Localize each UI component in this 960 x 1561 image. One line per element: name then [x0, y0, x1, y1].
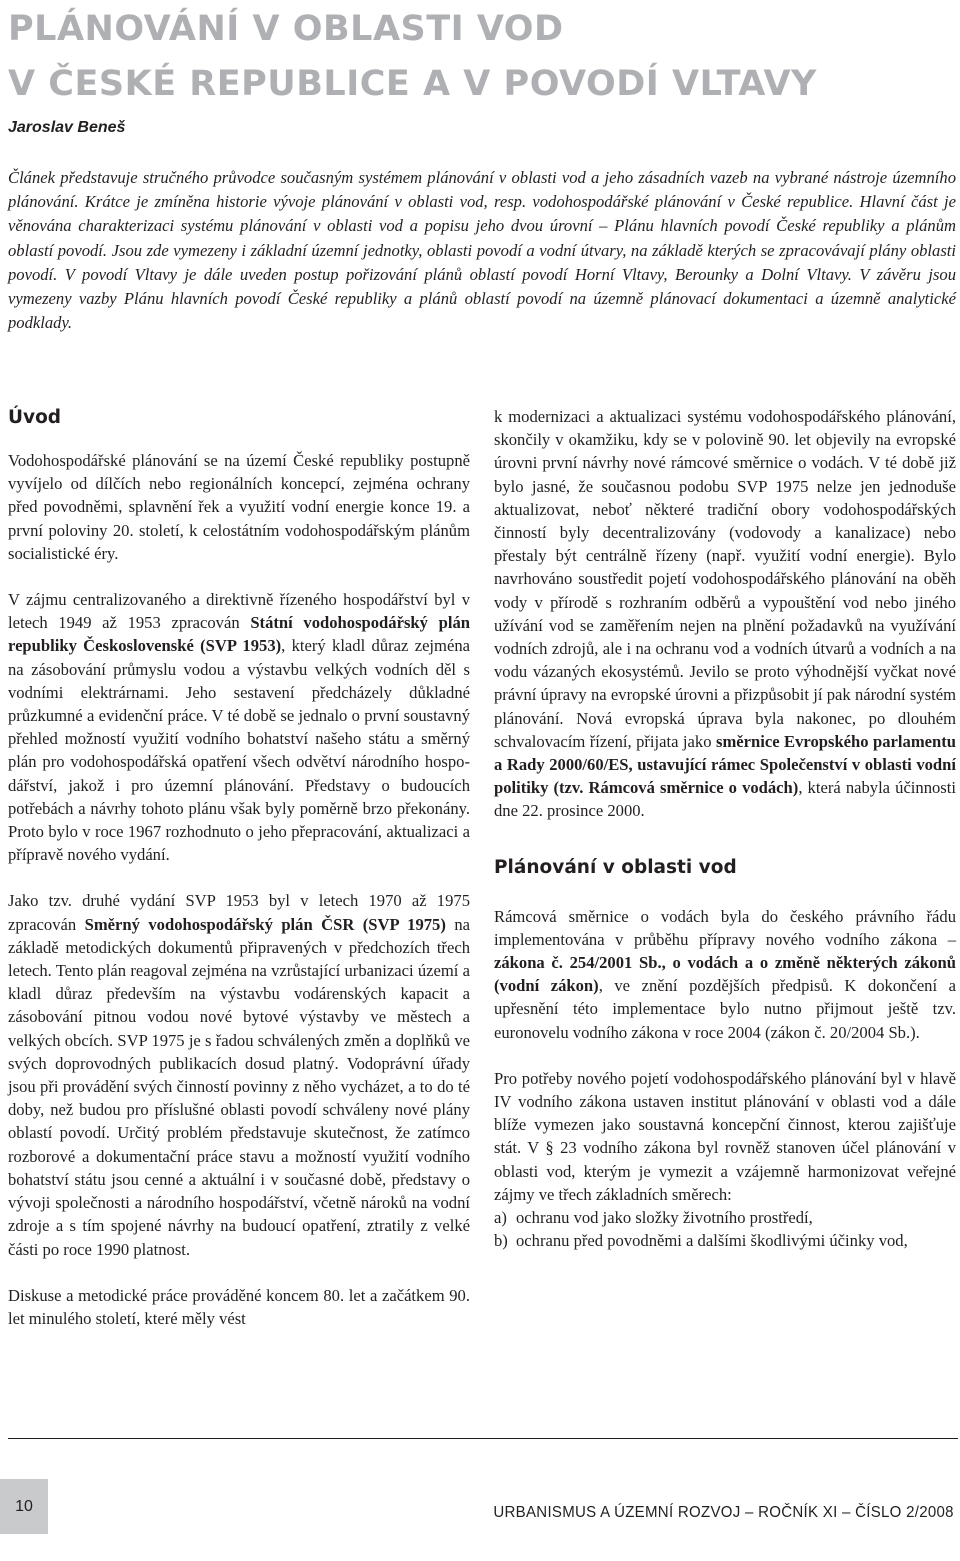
paragraph: k modernizaci a aktualizaci systému vodohospodářského plánování, skončily v okamžiku, kdy se v polovině 90. let objevily na evropské úrovni první návrhy nové rámcové směrnice o vodách. V té době již bylo jasné, že současnou podobu SVP 1975 nelze jen jednoduše aktualizovat, neboť některé tradiční obory vodohospodářských činností byly decentralizovány (vodovody a kanalizace) nebo přestaly být centrálně řízeny (např. využití vodní energie). Bylo navrhováno soustředit pojetí vodohospodářského plánování na oběh vody v přírodě s rozhraním odběrů a vypouštění vod nebo jiného užívání vod se zaměřením nejen na plnění požadavků na využívání vodních zdrojů, ale i na ochranu vod a vodních útvarů a vodních a na vodu vázaných ekosystémů. Jevilo se proto výhodnější vyčkat nové právní úpravy na evropské úrovni a přizpůsobit jí pak národní systém plánování. Nová evropská úprava byla nakonec, po dlouhém schvalovacím řízení, přijata jako směrnice Evropského parlamentu a Rady 2000/60/ES, ustavující rámec Společenství v oblasti vodní politiky (tzv. Rámcová směrnice o vodách), která nabyla účinnosti dne 22. prosince 2000.	[494, 407, 956, 821]
article-title	[8, 2, 958, 112]
right-column	[494, 405, 956, 1253]
bold-term: směrnice Evropského parlamentu a Rady 2000/60/ES, ustavující rámec Společenství v oblasti vodní politiky (tzv. Rámcová směrnice o vodách)	[494, 731, 956, 798]
paragraph: Jako tzv. druhé vydání SVP 1953 byl v letech 1970 až 1975 zpracován Směrný vodohospodářský plán ČSR (SVP 1975) na základě metodických dokumentů připravených v předchozích třech letech. Tento plán reagoval zejména na vzrůstající urbanizaci území a kladl důraz především na výstavbu vodárenských kapacit a zásobování pitnou vodou nové bytové výstavby ve městech a velkých obcích. SVP 1975 je s řadou schválených změn a doplňků ve svých doprovodných publikacích dosud platný. Vodoprávní úřady jsou při provádění svých činností povinny z něho vycházet, a to do té doby, než budou pro příslušné oblasti povodí schváleny nové plány oblastí povodí. Určitý problém představuje skutečnost, že zatímco rozborové a dokumentační práce stavu a možností využití vodního bohatství státu jsou cenné a aktuální i v současné době, představy o vývoji společnosti a národního hospodářství, včetně nároků na vodní zdroje a s tím spojené návrhy na budoucí opatření, ztratily z velké části po roce 1990 platnost.	[8, 891, 470, 1259]
author: Jaroslav Beneš	[8, 119, 126, 136]
section-heading-planovani: Plánování v oblasti vod	[494, 856, 737, 878]
paragraph: V zájmu centralizovaného a direktivně řízeného hospodářství byl v letech 1949 až 1953 zpracován Státní vodohospodářský plán republiky Československé (SVP 1953), který kladl důraz zejména na zásobování průmyslu vodou a výstavbu velkých vodních děl s vodními elektrárnami. Jeho sestavení předcházely důkladné průzkumné a evidenční práce. V té době se jednalo o první soustavný přehled možností využití vodního bohatství našeho státu a směrný plán pro vodohospodářská opatření všech odvětví národního hospodářství, jakož i pro územní plánování. Představy o budoucích potřebách a návrhy tohoto plánu však byly poměrně brzo překonány. Proto bylo v roce 1967 rozhodnuto o jeho přepracování, aktualizaci a přípravě nového vydání.	[8, 590, 470, 865]
list-item: b) ochranu před povodněmi a dalšími škodlivými účinky vod,	[494, 1231, 908, 1251]
journal-footer: URBANISMUS A ÚZEMNÍ ROZVOJ – ROČNÍK XI – ČÍSLO 2/2008	[493, 1504, 954, 1521]
paragraph: Rámcová směrnice o vodách byla do českého právního řádu implementována v průběhu přípravy nového vodního zákona – zákona č. 254/2001 Sb., o vodách a o změně některých zákonů (vodní zákon), ve znění pozdějších předpisů. K dokončení a upřesnění této implementace bylo nutno přijmout ještě tzv. euronovelu vodního zákona v roce 2004 (zákon č. 20/2004 Sb.).	[494, 906, 956, 1042]
title-line-1: PLÁNOVÁNÍ V OBLASTI VOD	[8, 9, 564, 49]
bold-term: Státní vodohospodářský plán republiky Československé (SVP 1953)	[8, 613, 470, 656]
left-column	[8, 405, 470, 1330]
page-number-box	[0, 1479, 48, 1534]
page-number: 10	[15, 1498, 33, 1515]
paragraph: Diskuse a metodické práce prováděné koncem 80. let a začátkem 90. let minulého století, které měly vést	[8, 1285, 470, 1328]
bold-term: Směrný vodohospodářský plán ČSR (SVP 1975)	[84, 914, 446, 934]
bold-term: zákona č. 254/2001 Sb., o vodách a o změně některých zákonů (vodní zákon)	[494, 953, 956, 996]
footer-divider	[8, 1438, 958, 1439]
section-heading-uvod: Úvod	[8, 407, 62, 428]
list-item: a) ochranu vod jako složky životního prostředí,	[494, 1208, 813, 1228]
paragraph: Pro potřeby nového pojetí vodohospodářského plánování byl v hlavě IV vodního zákona ustaven institut plánování v oblasti vod a dále blíže vymezen jako soustavná koncepční činnost, kterou zajišťuje stát. V § 23 vodního zákona byl rovněž stanoven účel plánování v oblasti vod, kterým je vymezit a vzájemně harmonizovat veřejné zájmy ve třech základních směrech:	[494, 1068, 956, 1204]
title-line-2: V ČESKÉ REPUBLICE A V POVODÍ VLTAVY	[8, 64, 817, 104]
purpose-list	[494, 1206, 956, 1252]
paragraph: Vodohospodářské plánování se na území České republiky postupně vyvíjelo od dílčích nebo regionálních koncepcí, zejména ochrany před povodněmi, splavnění řek a využití vodní energie konce 19. a první poloviny 20. století, k celostátním vodohospodářským plánům socialistické éry.	[8, 451, 470, 563]
abstract: Článek představuje stručného průvodce současným systémem plánování v oblasti vod a jeho zásadních vazeb na vybrané nástroje územního plánování. Krátce je zmíněna historie vývoje plánování v oblasti vod, resp. vodohospodářské plánování v České republice. Hlavní část je věnována charakterizaci systému plánování v oblasti vod a popisu jeho dvou úrovní – Plánu hlavních povodí České republiky a plánům oblastí povodí. Jsou zde vymezeny i základní územní jednotky, oblasti povodí a vodní útvary, na základě kterých se zpracovávají plány oblasti povodí. V povodí Vltavy je dále uveden postup pořizování plánů oblastí povodí Horní Vltavy, Berounky a Dolní Vltavy. V závěru jsou vymezeny vazby Plánu hlavních povodí České republiky a plánů oblastí povodí na územně plánovací dokumentaci a územně analytické podklady.	[8, 168, 956, 333]
